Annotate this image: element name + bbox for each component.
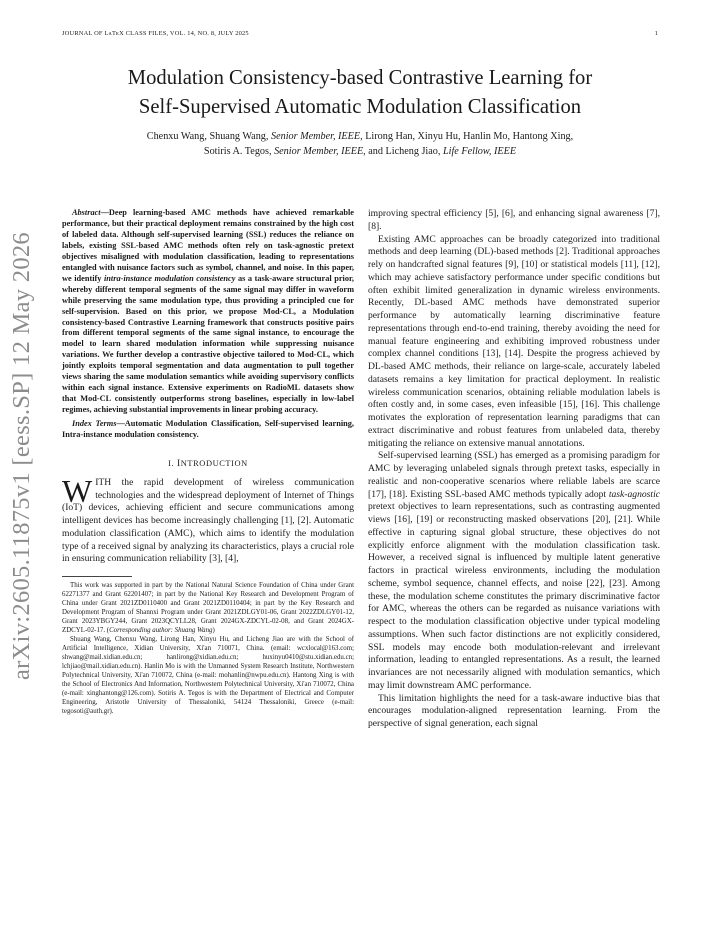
intro-paragraph-1	[62, 472, 354, 566]
abstract	[62, 208, 354, 416]
section-head-initial: I	[176, 458, 181, 470]
authors-part-1: Chenxu Wang, Shuang Wang,	[146, 131, 271, 142]
intro-paragraph-1-continued: improving spectral efficiency [5], [6], and enhancing signal awareness [7], [8].	[368, 208, 660, 232]
index-terms-label: Index Terms	[72, 419, 117, 429]
intro-paragraph-4: This limitation highlights the need for a task-aware inductive bias that encourages modulation-aligned representation learning. From the perspective of signal generation, each signal	[368, 692, 660, 729]
section-head-rest: NTRODUCTION	[180, 459, 248, 469]
index-terms	[62, 419, 354, 441]
index-terms-text: —Automatic Modulation Classification, Self-supervised learning, Intra-instance modulation consistency.	[62, 419, 354, 440]
paper-title	[80, 64, 640, 122]
running-head	[62, 30, 658, 42]
arxiv-stamp: arXiv:2605.11875v1 [eess.SP] 12 May 2026	[8, 232, 35, 680]
journal-header: JOURNAL OF LᴀTᴇX CLASS FILES, VOL. 14, NO. 8, JULY 2025	[62, 30, 249, 37]
intro-paragraph-2: Existing AMC approaches can be broadly categorized into traditional methods and deep learning (DL)-based methods [2]. Traditional approaches rely on handcrafted signal features [9], [10] or statistical models [11], [12], which may achieve satisfactory performance under specific conditions but often exhibit limited generalization in dynamic wireless environments. Recently, DL-based AMC methods have demonstrated superior performance by automatically learning discriminative feature representations through end-to-end training, thereby avoiding the need for manual feature engineering and exhibiting improved robustness under complex channel conditions [13], [14]. Despite the progress achieved by DL-based AMC methods, their reliance on large-scale, accurately labeled datasets remains a key limitation for practical deployment. In realistic wireless communication scenarios, obtaining reliable modulation labels is often costly and, in some cases, even infeasible [15], [16]. This challenge motivates the exploration of representation learning paradigms that can extract discriminative and robust features from unlabeled data, thereby mitigating the reliance on extensive manual annotations.	[368, 233, 660, 449]
footnote-affiliations: Shuang Wang, Chenxu Wang, Lirong Han, Xinyu Hu, and Licheng Jiao are with the School of Artificial Intelligence, Xidian University, Xi'an 710071, China. (email: wcxlocal@163.com; shwang@mail.xidian.edu.cn; hanlirong@xidian.edu.cn; huxinyu0410@stu.xidian.edu.cn; lchjiao@mail.xidian.edu.cn). Hanlin Mo is with the Unmanned System Research Institute, Northwestern Polytechnical University, Xi'an 710072, China (e-mail: mohanlin@nwpu.edu.cn). Hantong Xing is with the School of Electronics And Information, Northwestern Polytechnical University, Xi'an 710072, China (e-mail: xinghantong@126.com). Sotiris A. Tegos is with the Department of Electrical and Computer Engineering, Aristotle University of Thessaloniki, 54124 Thessaloniki, Greece (e-mail: tegosoti@auth.gr).	[62, 636, 354, 716]
authors-part-2: Lirong Han, Xinyu Hu, Hanlin Mo, Hantong Xing,	[362, 131, 574, 142]
left-column	[62, 208, 354, 716]
abstract-label: Abstract	[72, 208, 101, 217]
intro-first-word: ITH	[95, 476, 112, 488]
author-role-1: Senior Member, IEEE,	[270, 131, 363, 142]
section-heading-introduction	[62, 458, 354, 471]
footnote-funding-end: )	[212, 627, 215, 635]
section-numeral: I.	[168, 459, 175, 469]
intro-paragraph-3-text-a: Self-supervised learning (SSL) has emerged as a promising paradigm for AMC by leveraging unlabeled signals through pretext tasks, especially in realistic and non-cooperative scenarios where reliable labels are scarce [17], [18]. Existing SSL-based AMC methods typically adopt	[368, 450, 660, 500]
footnote-rule	[62, 576, 132, 577]
intro-paragraph-3-emphasis: task-agnostic	[608, 488, 660, 500]
right-column	[368, 208, 660, 731]
intro-paragraph-3-text-b: pretext objectives to learn representations, such as contrasting augmented views [16], [19] or reconstructing masked observations [20], [21]. While effective in capturing signal global structure, these objectives do not explicitly enforce alignment with the modulation classification task. However, a received signal is influenced by multiple latent generative factors in practical wireless environments, including the modulation scheme, symbol sequence, channel effects, and noise [22], [23]. Among these, the modulation scheme constitutes the primary discriminative factor for AMC, whereas the others can be regarded as nuisance variations with respect to the modulation classification objective under typical modeling assumptions. When such factor distinctions are not explicitly considered, SSL models may encode both modulation-relevant and irrelevant information, leading to entangled representations. As a result, the learned invariances are not necessarily aligned with modulation semantics, which may limit downstream AMC performance.	[368, 501, 660, 691]
intro-paragraph-1-text: the rapid development of wireless communication technologies and the widespread deployment of Internet of Things (IoT) devices, achieving efficient and secure communications among intelligent devices has become increasingly challenging [1], [2]. Automatic modulation classification (AMC), which aims to identify the modulation type of a received signal by analyzing its characteristics, plays a crucial role in ensuring communication reliability [3], [4],	[62, 476, 354, 565]
footnote-funding	[62, 581, 354, 635]
abstract-text-1: —Deep learning-based AMC methods have achieved remarkable performance, but their practical deployment remains constrained by the high cost of labeled data. Although self-supervised learning (SSL) reduces the reliance on labels, existing SSL-based AMC methods often rely on task-agnostic pretext objectives misaligned with modulation classification, leading to representations entangled with nuisance factors such as symbol, channel, and noise. In this paper, we identify	[62, 208, 354, 283]
abstract-text-2: as a task-aware structural prior, whereby different temporal segments of the same signal may differ in waveform while preserving the same modulation type, thus providing a principled cue for self-supervision. Based on this prior, we propose Mod-CL, a Modulation consistency-based Contrastive Learning framework that constructs positive pairs from different temporal segments of the same signal instance, to encourage the model to learn shared modulation information while suppressing nuisance variations. We further develop a contrastive objective tailored to Mod-CL, which jointly exploits temporal segmentation and data augmentation to pull together views sharing the same modulation semantics while avoiding supervisory conflicts within each signal instance. Extensive experiments on RadioML datasets show that Mod-CL consistently outperforms strong baselines, especially in low-label regimes, achieving substantial improvements in linear probing accuracy.	[62, 273, 354, 415]
author-list	[70, 130, 650, 159]
title-line-1: Modulation Consistency-based Contrastive Learning for	[127, 67, 593, 89]
author-role-3: Life Fellow, IEEE	[442, 145, 517, 157]
abstract-emphasis: intra-instance modulation consistency	[103, 273, 236, 283]
authors-part-4: and Licheng Jiao,	[365, 145, 443, 157]
title-line-2: Self-Supervised Automatic Modulation Classification	[138, 96, 582, 118]
intro-paragraph-3	[368, 450, 660, 692]
authors-part-3: Sotiris A. Tegos,	[203, 145, 275, 157]
author-role-2: Senior Member, IEEE,	[274, 145, 366, 157]
page-number: 1	[654, 30, 658, 37]
footnote-corresponding: Corresponding author: Shuang Wang	[109, 627, 213, 635]
footnote-funding-text: This work was supported in part by the National Natural Science Foundation of China under Grant 62271377 and Grant 62201407; in part by the National Key Research and Development Program of China under Grant 2021ZD0110400 and Grant 2021ZD0110404; in part by the Key Research and Development Program of Shannxi Program under Grant 2021ZDLGY01-06, Grant 2022ZDLGY01-12, Grant 2023YBGY244, Grant 2023QCYLL28, Grant 2024GX-ZDCYL-02-08, and Grant 2024GX-ZDCYL-02-17. (	[62, 582, 354, 635]
drop-cap: W	[62, 472, 93, 509]
